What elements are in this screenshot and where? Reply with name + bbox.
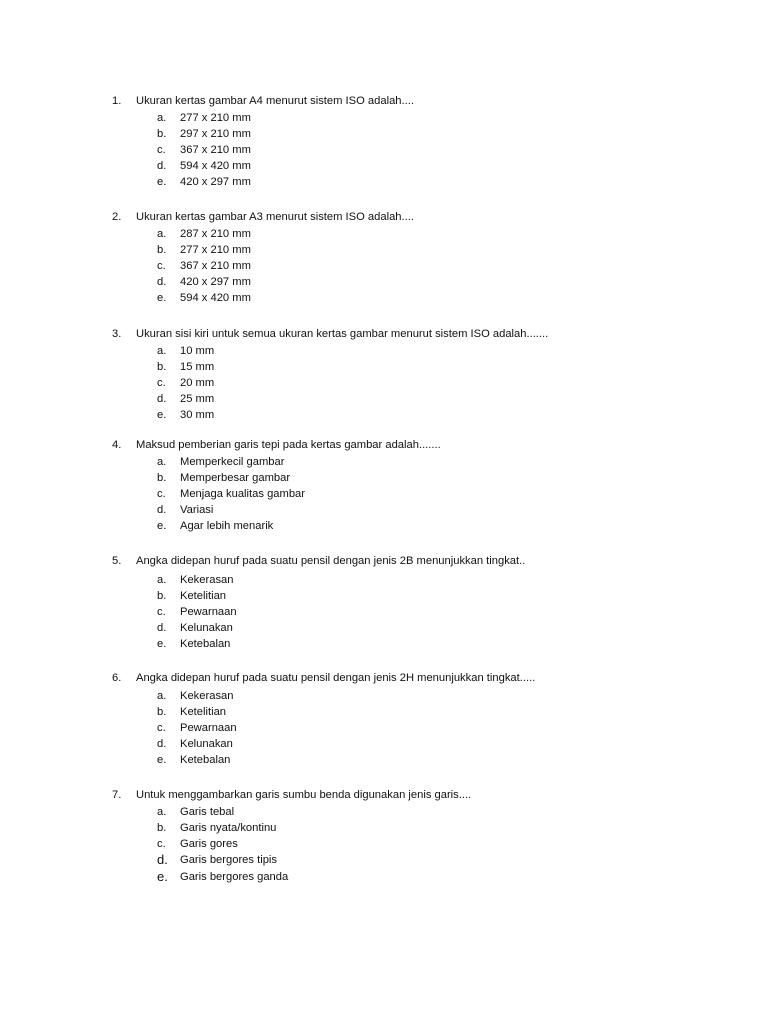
option-a (0, 343, 768, 359)
question-number: 3. (112, 328, 122, 340)
option-text: Kelunakan (180, 738, 233, 750)
option-text: 15 mm (180, 361, 215, 373)
question-header (0, 669, 768, 687)
option-letter: a. (157, 806, 167, 818)
option-text: Pewarnaan (180, 722, 237, 734)
option-letter: b. (157, 128, 167, 140)
option-text: 10 mm (180, 345, 215, 357)
option-text: Garis bergores tipis (180, 854, 277, 866)
option-text: Garis gores (180, 838, 238, 850)
option-a (0, 226, 768, 242)
option-letter: b. (157, 361, 167, 373)
question-1 (0, 92, 768, 190)
option-letter: a. (157, 456, 167, 468)
option-e (0, 869, 768, 886)
option-letter: b. (157, 706, 167, 718)
option-text: Variasi (180, 504, 214, 516)
option-text: 297 x 210 mm (180, 128, 251, 140)
option-letter: b. (157, 590, 167, 602)
option-text: Memperbesar gambar (180, 472, 291, 484)
question-header (0, 786, 768, 804)
option-b (0, 126, 768, 142)
question-text: Ukuran kertas gambar A4 menurut sistem ISO adalah.... (136, 95, 414, 107)
option-b (0, 242, 768, 258)
option-letter: e. (157, 292, 167, 304)
option-e (0, 407, 768, 423)
question-number: 6. (112, 672, 122, 684)
option-b (0, 359, 768, 375)
question-number: 7. (112, 789, 122, 801)
option-c (0, 375, 768, 391)
option-text: 594 x 420 mm (180, 292, 251, 304)
question-number: 4. (112, 439, 122, 451)
option-c (0, 258, 768, 274)
option-a (0, 110, 768, 126)
question-number: 2. (112, 211, 122, 223)
option-text: Kekerasan (180, 574, 234, 586)
option-text: 20 mm (180, 377, 215, 389)
option-d (0, 158, 768, 174)
option-letter: b. (157, 244, 167, 256)
option-text: Ketebalan (180, 754, 231, 766)
option-e (0, 290, 768, 306)
option-text: Garis nyata/kontinu (180, 822, 277, 834)
option-letter: e. (157, 754, 167, 766)
option-text: 367 x 210 mm (180, 144, 251, 156)
option-text: Pewarnaan (180, 606, 237, 618)
option-b (0, 470, 768, 486)
option-c (0, 836, 768, 852)
option-letter: c. (157, 377, 166, 389)
option-text: 420 x 297 mm (180, 176, 251, 188)
question-header (0, 208, 768, 226)
option-text: Kelunakan (180, 622, 233, 634)
option-text: Memperkecil gambar (180, 456, 285, 468)
option-text: 25 mm (180, 393, 215, 405)
question-text: Untuk menggambarkan garis sumbu benda digunakan jenis garis.... (136, 789, 472, 801)
question-4 (0, 436, 768, 534)
option-letter: c. (157, 722, 166, 734)
option-text: Ketelitian (180, 590, 227, 602)
option-letter: a. (157, 345, 167, 357)
option-c (0, 142, 768, 158)
option-letter: d. (157, 738, 167, 750)
question-2 (0, 208, 768, 306)
option-text: Ketebalan (180, 638, 231, 650)
option-letter: c. (157, 838, 166, 850)
option-text: 277 x 210 mm (180, 244, 251, 256)
option-text: 420 x 297 mm (180, 276, 251, 288)
option-letter: c. (157, 144, 166, 156)
option-text: Ketelitian (180, 706, 227, 718)
option-d (0, 274, 768, 290)
question-header (0, 325, 768, 343)
question-text: Ukuran kertas gambar A3 menurut sistem ISO adalah.... (136, 211, 414, 223)
option-d (0, 502, 768, 518)
option-d (0, 852, 768, 869)
question-3 (0, 325, 768, 423)
option-letter: b. (157, 472, 167, 484)
option-text: Garis bergores ganda (180, 871, 289, 883)
option-a (0, 454, 768, 470)
option-b (0, 588, 768, 604)
option-letter: e. (157, 409, 167, 421)
option-letter: d. (157, 276, 167, 288)
option-c (0, 720, 768, 736)
option-letter: a. (157, 574, 167, 586)
option-e (0, 636, 768, 652)
option-letter: c. (157, 260, 166, 272)
option-text: 594 x 420 mm (180, 160, 251, 172)
option-c (0, 604, 768, 620)
option-letter: c. (157, 488, 166, 500)
question-text: Ukuran sisi kiri untuk semua ukuran kertas gambar menurut sistem ISO adalah....... (136, 328, 549, 340)
option-text: Agar lebih menarik (180, 520, 274, 532)
option-letter: e. (157, 176, 167, 188)
option-letter: b. (157, 822, 167, 834)
option-letter: c. (157, 606, 166, 618)
option-b (0, 704, 768, 720)
option-e (0, 752, 768, 768)
question-7 (0, 786, 768, 886)
option-text: 30 mm (180, 409, 215, 421)
option-text: 287 x 210 mm (180, 228, 251, 240)
option-letter: a. (157, 112, 167, 124)
question-text: Angka didepan huruf pada suatu pensil dengan jenis 2H menunjukkan tingkat..... (136, 672, 536, 684)
option-text: 367 x 210 mm (180, 260, 251, 272)
question-header (0, 92, 768, 110)
question-6 (0, 669, 768, 768)
option-letter: e. (157, 869, 168, 884)
option-text: Kekerasan (180, 690, 234, 702)
option-text: 277 x 210 mm (180, 112, 251, 124)
option-letter: a. (157, 690, 167, 702)
option-letter: d. (157, 393, 167, 405)
question-header (0, 436, 768, 454)
option-text: Menjaga kualitas gambar (180, 488, 305, 500)
question-number: 1. (112, 95, 122, 107)
option-letter: e. (157, 638, 167, 650)
question-number: 5. (112, 555, 122, 567)
option-text: Garis tebal (180, 806, 235, 818)
option-letter: a. (157, 228, 167, 240)
option-a (0, 804, 768, 820)
option-d (0, 391, 768, 407)
option-letter: d. (157, 504, 167, 516)
option-b (0, 820, 768, 836)
option-letter: d. (157, 852, 168, 867)
option-e (0, 174, 768, 190)
question-header (0, 552, 768, 570)
question-text: Maksud pemberian garis tepi pada kertas gambar adalah....... (136, 439, 441, 451)
option-a (0, 572, 768, 588)
option-letter: d. (157, 622, 167, 634)
option-letter: d. (157, 160, 167, 172)
option-e (0, 518, 768, 534)
option-d (0, 620, 768, 636)
option-a (0, 688, 768, 704)
option-letter: e. (157, 520, 167, 532)
option-c (0, 486, 768, 502)
question-5 (0, 552, 768, 652)
option-d (0, 736, 768, 752)
question-text: Angka didepan huruf pada suatu pensil dengan jenis 2B menunjukkan tingkat.. (136, 555, 526, 567)
